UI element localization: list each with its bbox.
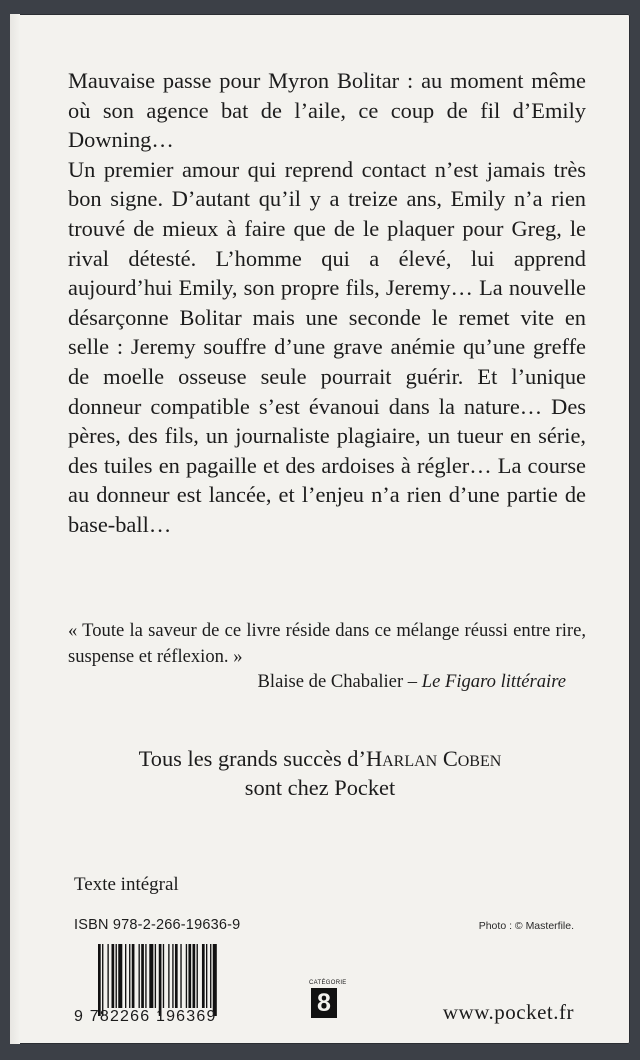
review-quote: « Toute la saveur de ce livre réside dans ce mélange réussi entre rire, suspense et réflexion. » [68,620,586,667]
barcode-bar [213,944,217,1016]
barcode-bar [102,944,103,1016]
cover-edge [10,14,20,1044]
barcode-bar [98,944,101,1016]
barcode-bar [202,944,205,1008]
barcode-bar [149,944,153,1008]
synopsis-paragraph-2: Un premier amour qui reprend contact n’est jamais très bon signe. D’autant qu’il y a treize ans, Emily n’a rien trouvé de mieux à faire que de le plaquer pour Greg, le rival détesté. L’homme qui a élevé, lui apprend aujourd’hui Emily, son propre fils, Jeremy… La nouvelle désarçonne Bolitar mais une seconde le remet vite en selle : Jeremy souffre d’une grave anémie qu’une greffe de moelle osseuse seule pourrait guérir. Et l’unique donneur compatible s’est évanoui dans la nature… Des pères, des fils, un journaliste plagiaire, un tueur en série, des tuiles en pagaille et des ardoises à régler… La course au donneur est lancée, et l’enjeu n’a rien d’une partie de base-ball… [68,156,586,537]
barcode-bar [132,944,135,1008]
barcode-bar [188,944,191,1008]
book-back-cover [10,14,630,1044]
barcode-bar [159,944,162,1016]
publisher-website: www.pocket.fr [442,1000,574,1024]
barcode-bar [180,944,181,1008]
barcode-bar [168,944,169,1008]
synopsis-blurb [68,66,586,540]
barcode-bar [141,944,144,1008]
barcode-bar [197,944,198,1008]
price-category [309,980,347,1018]
barcode-bar [155,944,156,1008]
barcode-bar [125,944,126,1008]
barcode-bar [139,944,140,1008]
barcode-bar [163,944,164,1008]
isbn: ISBN 978-2-266-19636-9 [74,917,241,933]
synopsis-paragraph-1: Mauvaise passe pour Myron Bolitar : au moment même où son agence bat de l’aile, ce coup de fil d’Emily Downing… [68,68,586,153]
barcode-bar [145,944,146,1008]
barcode-bar [172,944,173,1008]
barcode-bar [175,944,178,1008]
barcode-bar [118,944,122,1008]
publication-name: Le Figaro littéraire [421,671,566,692]
barcode-bar [129,944,130,1008]
category-number: 8 [311,988,337,1018]
barcode-bar [107,944,108,1008]
barcode-bar [112,944,115,1008]
barcode-bar [193,944,196,1008]
barcode-number: 9 782266 196369 [74,1008,217,1025]
category-label: CATÉGORIE [309,980,347,986]
barcode-bar [116,944,117,1008]
promo-publisher-line: sont chez Pocket [244,775,396,800]
barcode-bar [210,944,211,1008]
promo-text: Tous les grands succès d’ [138,746,366,771]
critic-name: Blaise de Chabalier – [257,671,422,692]
author-name: Harlan Coben [365,746,502,771]
barcode-bars [74,944,264,1016]
review-attribution [258,669,566,695]
barcode-bar [186,944,187,1008]
author-promo [10,744,630,802]
edition-note: Texte intégral [74,874,179,895]
barcode-bar [206,944,207,1008]
photo-credit: Photo : © Masterfile. [478,920,574,932]
